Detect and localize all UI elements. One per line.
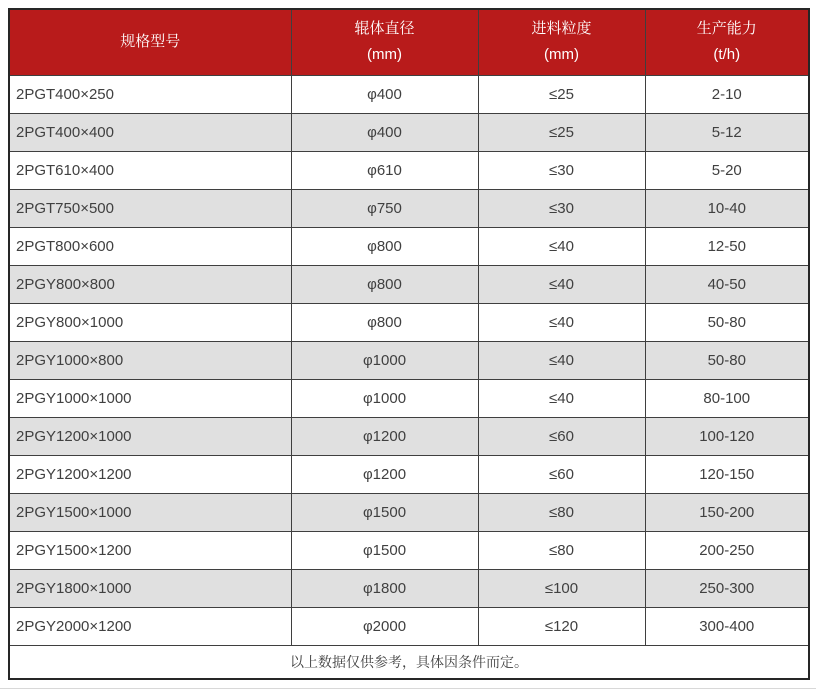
diameter-cell: φ750 xyxy=(291,189,478,227)
diameter-cell: φ2000 xyxy=(291,607,478,645)
capacity-cell: 120-150 xyxy=(645,455,809,493)
diameter-cell: φ800 xyxy=(291,303,478,341)
capacity-cell: 40-50 xyxy=(645,265,809,303)
capacity-cell: 80-100 xyxy=(645,379,809,417)
feed-size-cell: ≤40 xyxy=(478,341,645,379)
feed-size-cell: ≤40 xyxy=(478,379,645,417)
table-row xyxy=(9,151,809,189)
table-row xyxy=(9,341,809,379)
feed-size-cell: ≤30 xyxy=(478,151,645,189)
table-row xyxy=(9,493,809,531)
table-row xyxy=(9,75,809,113)
capacity-cell: 12-50 xyxy=(645,227,809,265)
diameter-cell: φ1500 xyxy=(291,493,478,531)
table-row xyxy=(9,379,809,417)
feed-size-cell: ≤40 xyxy=(478,227,645,265)
feed-size-cell: ≤25 xyxy=(478,75,645,113)
model-cell: 2PGY800×800 xyxy=(9,265,291,303)
header-cell-model xyxy=(9,9,291,75)
feed-size-cell: ≤60 xyxy=(478,417,645,455)
header-feed-size-unit: (mm) xyxy=(544,46,579,64)
model-cell: 2PGY1500×1000 xyxy=(9,493,291,531)
table-row xyxy=(9,531,809,569)
header-feed-size-label: 进料粒度 xyxy=(531,20,592,38)
capacity-cell: 300-400 xyxy=(645,607,809,645)
capacity-cell: 2-10 xyxy=(645,75,809,113)
model-cell: 2PGY1200×1200 xyxy=(9,455,291,493)
table-body xyxy=(9,75,809,645)
table-row xyxy=(9,607,809,645)
capacity-cell: 250-300 xyxy=(645,569,809,607)
feed-size-cell: ≤60 xyxy=(478,455,645,493)
model-cell: 2PGY1800×1000 xyxy=(9,569,291,607)
header-model-label: 规格型号 xyxy=(120,33,181,51)
table-row xyxy=(9,455,809,493)
header-diameter-unit: (mm) xyxy=(367,46,402,64)
table-row xyxy=(9,265,809,303)
table-row xyxy=(9,303,809,341)
table-header xyxy=(9,9,809,75)
model-cell: 2PGT400×250 xyxy=(9,75,291,113)
model-cell: 2PGY2000×1200 xyxy=(9,607,291,645)
footer-note: 以上数据仅供参考，具体因条件而定。 xyxy=(9,645,809,679)
feed-size-cell: ≤40 xyxy=(478,303,645,341)
model-cell: 2PGY1200×1000 xyxy=(9,417,291,455)
capacity-cell: 10-40 xyxy=(645,189,809,227)
header-row xyxy=(9,9,809,75)
diameter-cell: φ1200 xyxy=(291,417,478,455)
diameter-cell: φ800 xyxy=(291,227,478,265)
model-cell: 2PGT800×600 xyxy=(9,227,291,265)
feed-size-cell: ≤30 xyxy=(478,189,645,227)
table-row xyxy=(9,569,809,607)
diameter-cell: φ1000 xyxy=(291,379,478,417)
capacity-cell: 150-200 xyxy=(645,493,809,531)
diameter-cell: φ1500 xyxy=(291,531,478,569)
model-cell: 2PGY1500×1200 xyxy=(9,531,291,569)
header-cell-feed-size xyxy=(478,9,645,75)
model-cell: 2PGY800×1000 xyxy=(9,303,291,341)
feed-size-cell: ≤40 xyxy=(478,265,645,303)
header-cell-capacity xyxy=(645,9,809,75)
feed-size-cell: ≤120 xyxy=(478,607,645,645)
roller-crusher-spec-table xyxy=(8,8,810,680)
model-cell: 2PGY1000×1000 xyxy=(9,379,291,417)
feed-size-cell: ≤80 xyxy=(478,493,645,531)
diameter-cell: φ400 xyxy=(291,75,478,113)
diameter-cell: φ1000 xyxy=(291,341,478,379)
capacity-cell: 50-80 xyxy=(645,303,809,341)
capacity-cell: 200-250 xyxy=(645,531,809,569)
header-capacity-unit: (t/h) xyxy=(713,46,741,64)
diameter-cell: φ1800 xyxy=(291,569,478,607)
table-row xyxy=(9,227,809,265)
capacity-cell: 50-80 xyxy=(645,341,809,379)
table-row xyxy=(9,417,809,455)
capacity-cell: 5-20 xyxy=(645,151,809,189)
feed-size-cell: ≤25 xyxy=(478,113,645,151)
model-cell: 2PGT750×500 xyxy=(9,189,291,227)
capacity-cell: 100-120 xyxy=(645,417,809,455)
footer-row xyxy=(9,645,809,679)
model-cell: 2PGT610×400 xyxy=(9,151,291,189)
diameter-cell: φ800 xyxy=(291,265,478,303)
model-cell: 2PGY1000×800 xyxy=(9,341,291,379)
capacity-cell: 5-12 xyxy=(645,113,809,151)
feed-size-cell: ≤80 xyxy=(478,531,645,569)
header-cell-diameter xyxy=(291,9,478,75)
diameter-cell: φ610 xyxy=(291,151,478,189)
model-cell: 2PGT400×400 xyxy=(9,113,291,151)
table-row xyxy=(9,189,809,227)
feed-size-cell: ≤100 xyxy=(478,569,645,607)
table-footer xyxy=(9,645,809,679)
header-capacity-label: 生产能力 xyxy=(696,20,757,38)
table-row xyxy=(9,113,809,151)
header-diameter-label: 辊体直径 xyxy=(354,20,415,38)
diameter-cell: φ1200 xyxy=(291,455,478,493)
diameter-cell: φ400 xyxy=(291,113,478,151)
